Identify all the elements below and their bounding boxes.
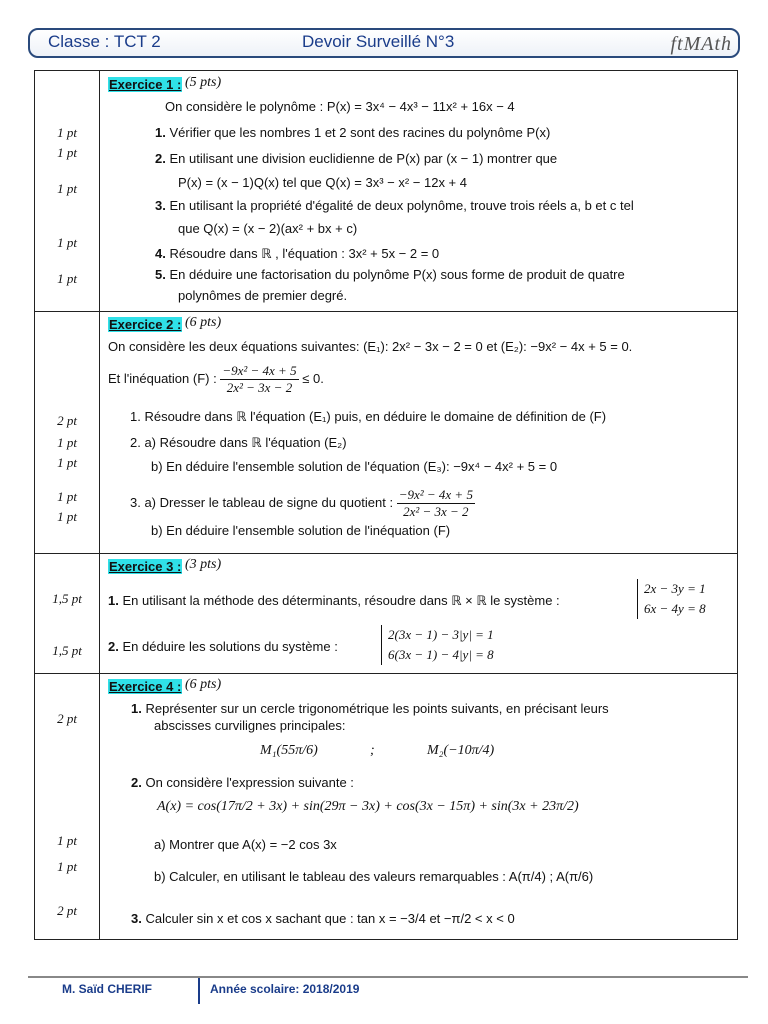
class-label: Classe : TCT 2 (48, 32, 161, 51)
exercise-1-intro: On considère le polynôme : P(x) = 3x⁴ − 4x³ − 11x² + 16x − 4 (165, 99, 515, 114)
question-2-3b: b) En déduire l'ensemble solution de l'inéquation (F) (151, 523, 451, 538)
points-label: 1 pt (57, 833, 77, 848)
question-1-3-cont: que Q(x) = (x − 2)(ax² + bx + c) (178, 221, 358, 236)
exercise-4 (35, 673, 737, 939)
points-label: 1 pt (57, 235, 77, 250)
points-label: 1,5 pt (52, 643, 82, 658)
separator: ; (370, 743, 375, 758)
points-label: 1 pt (57, 181, 77, 196)
question-1-1: 1. Vérifier que les nombres 1 et 2 sont des racines du polynôme P(x) (155, 125, 551, 140)
point-M1: M₁(55π/6) (260, 743, 318, 758)
question-1-3: 3. En utilisant la propriété d'égalité de deux polynôme, trouve trois réels a, b et c tel (155, 198, 634, 213)
document-title: Devoir Surveillé N°3 (302, 32, 455, 51)
exercise-2-points: (6 pts) (185, 315, 222, 330)
exercise-2-title: Exercice 2 : (109, 317, 182, 332)
question-2-1: 1. Résoudre dans ℝ l'équation (E₁) puis, en déduire le domaine de définition de (F) (130, 409, 607, 424)
school-year: Année scolaire: 2018/2019 (210, 982, 360, 996)
question-2-3a: 3. a) Dresser le tableau de signe du quotient : $\frac{\text{−9x² − 4x + 5}}{\text{2x² − 3x − 2}}$ (130, 487, 473, 519)
exercise-2 (35, 311, 737, 554)
exercise-1 (35, 71, 737, 312)
exercise-1-points: (5 pts) (185, 75, 222, 90)
points-label: 1 pt (57, 435, 77, 450)
point-M2: M₂(−10π/4) (427, 743, 495, 758)
points-label: 1 pt (57, 125, 77, 140)
points-label: 1 pt (57, 145, 77, 160)
exercise-1-title: Exercice 1 : (109, 77, 182, 92)
question-4-2: 2. On considère l'expression suivante : (131, 775, 354, 790)
system-1: 2x − 3y = 1 6x − 4y = 8 (637, 579, 706, 619)
footer-divider (198, 978, 200, 1004)
inequation-F: Et l'inéquation (F) : $\frac{\text{−9x² − 4x + 5}}{\text{2x² − 3x − 2}}$ ≤ 0. (108, 363, 324, 395)
points-label: 1 pt (57, 271, 77, 286)
question-4-1-cont: abscisses curvilignes principales: (154, 718, 346, 733)
question-3-1: 1. En utilisant la méthode des déterminants, résoudre dans ℝ × ℝ le système : (108, 593, 560, 608)
points-label: 1 pt (57, 859, 77, 874)
points-label: 1 pt (57, 509, 77, 524)
exercise-3-title: Exercice 3 : (109, 559, 182, 574)
footer (28, 976, 748, 996)
question-1-4: 4. Résoudre dans ℝ , l'équation : 3x² + 5x − 2 = 0 (155, 246, 440, 261)
points-label: 1 pt (57, 489, 77, 504)
exercise-table (34, 70, 738, 940)
points-label: 1 pt (57, 455, 77, 470)
points-label: 2 pt (57, 413, 77, 428)
author: M. Saïd CHERIF (62, 982, 153, 996)
exercise-2-intro: On considère les deux équations suivantes: (E₁): 2x² − 3x − 2 = 0 et (E₂): −9x² − 4x + 5 = 0. (108, 339, 633, 354)
question-1-2: 2. En utilisant une division euclidienne de P(x) par (x − 1) montrer que (155, 151, 558, 166)
exercise-4-points: (6 pts) (185, 677, 222, 692)
question-1-5-cont: polynômes de premier degré. (178, 288, 348, 303)
question-4-3: 3. Calculer sin x et cos x sachant que : tan x = −3/4 et −π/2 < x < 0 (131, 911, 515, 926)
question-4-2a: a) Montrer que A(x) = −2 cos 3x (154, 837, 337, 852)
expression-A: A(x) = cos(17π/2 + 3x) + sin(29π − 3x) + cos(3x − 15π) + sin(3x + 23π/2) (157, 799, 579, 814)
exercise-4-title: Exercice 4 : (109, 679, 182, 694)
question-2-2a: 2. a) Résoudre dans ℝ l'équation (E₂) (130, 435, 347, 450)
system-2: 2(3x − 1) − 3|y| = 1 6(3x − 1) − 4|y| = 8 (381, 625, 494, 665)
question-4-1: 1. Représenter sur un cercle trigonométrique les points suivants, en précisant leurs (131, 701, 609, 716)
exercise-3-points: (3 pts) (185, 557, 222, 572)
question-4-2b: b) Calculer, en utilisant le tableau des valeurs remarquables : A(π/4) ; A(π/6) (154, 869, 594, 884)
question-3-2: 2. En déduire les solutions du système : (108, 639, 338, 654)
exercise-3 (35, 553, 737, 674)
question-1-2-cont: P(x) = (x − 1)Q(x) tel que Q(x) = 3x³ − x² − 12x + 4 (178, 175, 467, 190)
question-1-5: 5. En déduire une factorisation du polynôme P(x) sous forme de produit de quatre (155, 267, 625, 282)
points-label: 2 pt (57, 903, 77, 918)
logo: ftMAth (670, 33, 732, 55)
points-label: 2 pt (57, 711, 77, 726)
points-label: 1,5 pt (52, 591, 82, 606)
header-bar (28, 28, 740, 58)
question-2-2b: b) En déduire l'ensemble solution de l'équation (E₃): −9x⁴ − 4x² + 5 = 0 (151, 459, 558, 474)
